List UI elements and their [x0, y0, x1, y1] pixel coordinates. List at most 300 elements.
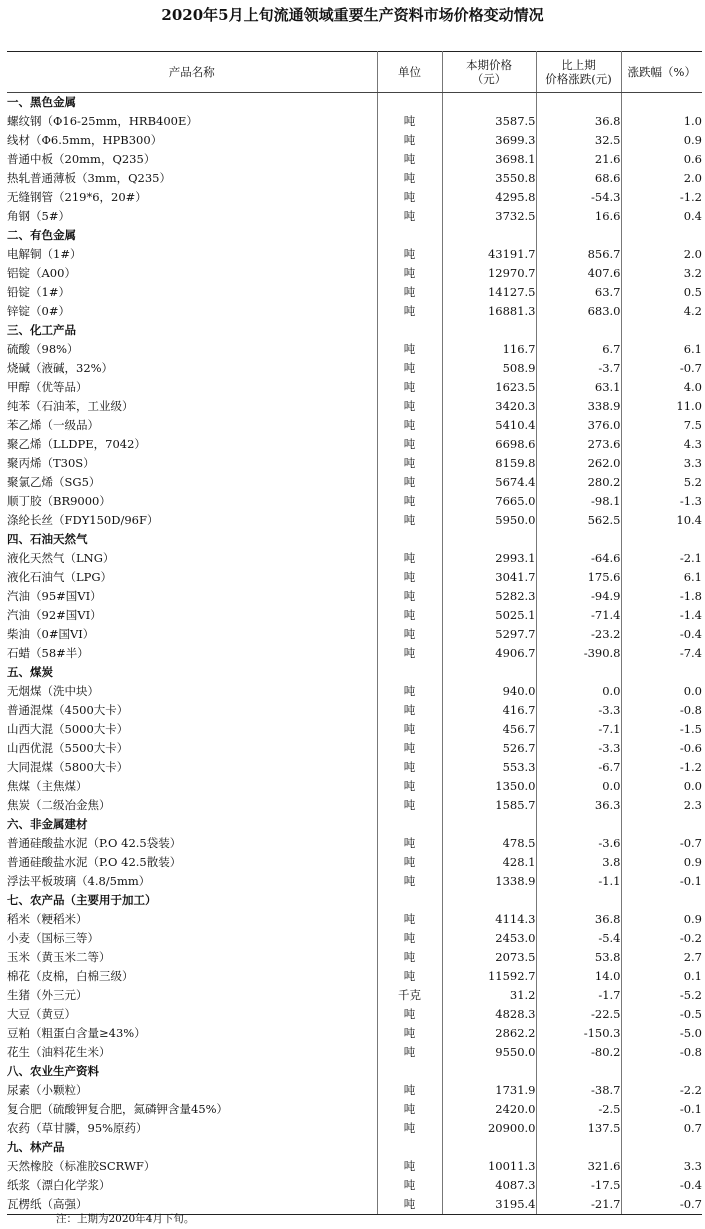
page-title: 2020年5月上旬流通领域重要生产资料市场价格变动情况	[161, 6, 544, 24]
current-price: 16881.3	[442, 302, 536, 321]
product-unit: 吨	[377, 283, 442, 302]
table-row	[7, 435, 702, 454]
product-unit: 吨	[377, 169, 442, 188]
current-price: 2453.0	[442, 929, 536, 948]
change-percent: -0.1	[679, 1102, 702, 1116]
category-change-cell	[536, 1062, 621, 1081]
category-pct-cell	[621, 321, 702, 340]
category-change-cell	[536, 891, 621, 910]
category-change-cell	[536, 226, 621, 245]
current-price: 5950.0	[442, 511, 536, 530]
price-change: 0.0	[536, 777, 621, 796]
category-change-cell	[536, 663, 621, 682]
current-price: 6698.6	[442, 435, 536, 454]
product-unit: 吨	[377, 644, 442, 663]
table-row	[7, 112, 702, 131]
category-price-cell	[442, 815, 536, 834]
current-price: 3195.4	[442, 1195, 536, 1215]
product-name: 山西大混（5000大卡）	[7, 720, 377, 739]
change-percent: -2.2	[679, 1083, 702, 1097]
change-percent: 0.1	[683, 969, 702, 983]
current-price: 12970.7	[442, 264, 536, 283]
category-pct-cell	[621, 530, 702, 549]
product-unit: 吨	[377, 340, 442, 359]
table-row	[7, 986, 702, 1005]
product-name: 烧碱（液碱，32%）	[7, 359, 377, 378]
price-change: 376.0	[536, 416, 621, 435]
current-price: 4828.3	[442, 1005, 536, 1024]
product-name: 尿素（小颗粒）	[7, 1081, 377, 1100]
price-change: 3.8	[536, 853, 621, 872]
product-name: 苯乙烯（一级品）	[7, 416, 377, 435]
product-name: 聚丙烯（T30S）	[7, 454, 377, 473]
price-change: 0.0	[536, 682, 621, 701]
table-row	[7, 169, 702, 188]
header-price-change-line2: 价格涨跌(元)	[545, 72, 612, 86]
product-name: 大同混煤（5800大卡）	[7, 758, 377, 777]
category-pct-cell	[621, 663, 702, 682]
category-row	[7, 815, 702, 834]
product-name: 小麦（国标三等）	[7, 929, 377, 948]
product-unit: 吨	[377, 1081, 442, 1100]
price-change: 321.6	[536, 1157, 621, 1176]
price-change: 68.6	[536, 169, 621, 188]
current-price: 2420.0	[442, 1100, 536, 1119]
price-change: -1.7	[536, 986, 621, 1005]
category-row	[7, 93, 702, 113]
change-percent: -1.2	[679, 760, 702, 774]
change-percent: 2.7	[683, 950, 702, 964]
change-percent: 6.1	[683, 342, 702, 356]
table-row	[7, 701, 702, 720]
product-unit: 吨	[377, 264, 442, 283]
table-row	[7, 454, 702, 473]
change-percent: 0.9	[683, 133, 702, 147]
current-price: 526.7	[442, 739, 536, 758]
category-change-cell	[536, 815, 621, 834]
table-row	[7, 492, 702, 511]
current-price: 3699.3	[442, 131, 536, 150]
price-change: -150.3	[536, 1024, 621, 1043]
current-price: 4114.3	[442, 910, 536, 929]
current-price: 553.3	[442, 758, 536, 777]
table-row	[7, 302, 702, 321]
change-percent: 1.0	[683, 114, 702, 128]
change-percent: -0.4	[679, 1178, 702, 1192]
product-unit: 吨	[377, 1100, 442, 1119]
table-row	[7, 359, 702, 378]
product-unit: 吨	[377, 397, 442, 416]
product-unit: 吨	[377, 511, 442, 530]
price-change: 63.7	[536, 283, 621, 302]
category-name: 七、农产品（主要用于加工）	[7, 891, 377, 910]
category-unit-cell	[377, 815, 442, 834]
product-name: 稻米（粳稻米）	[7, 910, 377, 929]
current-price: 3732.5	[442, 207, 536, 226]
change-percent: 0.4	[683, 209, 702, 223]
header-price-change-line1: 比上期	[561, 58, 596, 72]
table-row	[7, 378, 702, 397]
change-percent: 4.2	[683, 304, 702, 318]
table-row	[7, 473, 702, 492]
change-percent: 0.0	[683, 779, 702, 793]
category-pct-cell	[621, 1138, 702, 1157]
product-name: 电解铜（1#）	[7, 245, 377, 264]
price-change: 63.1	[536, 378, 621, 397]
price-change: 36.8	[536, 910, 621, 929]
product-unit: 吨	[377, 492, 442, 511]
current-price: 11592.7	[442, 967, 536, 986]
change-percent: -0.6	[679, 741, 702, 755]
current-price: 20900.0	[442, 1119, 536, 1138]
current-price: 2862.2	[442, 1024, 536, 1043]
product-name: 生猪（外三元）	[7, 986, 377, 1005]
product-unit: 吨	[377, 967, 442, 986]
current-price: 1731.9	[442, 1081, 536, 1100]
price-change: -54.3	[536, 188, 621, 207]
product-name: 天然橡胶（标准胶SCRWF）	[7, 1157, 377, 1176]
product-name: 山西优混（5500大卡）	[7, 739, 377, 758]
category-unit-cell	[377, 530, 442, 549]
current-price: 2073.5	[442, 948, 536, 967]
product-name: 焦煤（主焦煤）	[7, 777, 377, 796]
product-unit: 吨	[377, 739, 442, 758]
price-change: -80.2	[536, 1043, 621, 1062]
product-name: 无缝钢管（219*6，20#）	[7, 188, 377, 207]
table-row	[7, 834, 702, 853]
current-price: 5674.4	[442, 473, 536, 492]
product-unit: 吨	[377, 207, 442, 226]
table-row	[7, 207, 702, 226]
table-row	[7, 910, 702, 929]
table-row	[7, 853, 702, 872]
product-unit: 吨	[377, 473, 442, 492]
category-name: 一、黑色金属	[7, 93, 377, 113]
table-body	[7, 93, 702, 1215]
table-row	[7, 872, 702, 891]
table-header	[7, 52, 702, 93]
price-change: 856.7	[536, 245, 621, 264]
category-change-cell	[536, 321, 621, 340]
price-change: 683.0	[536, 302, 621, 321]
product-unit: 吨	[377, 1043, 442, 1062]
current-price: 10011.3	[442, 1157, 536, 1176]
table-row	[7, 1119, 702, 1138]
product-name: 柴油（0#国VI）	[7, 625, 377, 644]
change-percent: -0.8	[679, 1045, 702, 1059]
product-unit: 吨	[377, 948, 442, 967]
table-row	[7, 587, 702, 606]
current-price: 416.7	[442, 701, 536, 720]
change-percent: 2.0	[683, 247, 702, 261]
product-name: 纸浆（漂白化学浆）	[7, 1176, 377, 1195]
product-unit: 吨	[377, 568, 442, 587]
price-change: -3.6	[536, 834, 621, 853]
category-unit-cell	[377, 226, 442, 245]
table-row	[7, 1024, 702, 1043]
current-price: 456.7	[442, 720, 536, 739]
category-name: 八、农业生产资料	[7, 1062, 377, 1081]
table-row	[7, 1157, 702, 1176]
category-change-cell	[536, 93, 621, 113]
price-change: 53.8	[536, 948, 621, 967]
current-price: 1338.9	[442, 872, 536, 891]
category-price-cell	[442, 1138, 536, 1157]
category-row	[7, 530, 702, 549]
product-name: 玉米（黄玉米二等）	[7, 948, 377, 967]
product-name: 石蜡（58#半）	[7, 644, 377, 663]
price-change: -38.7	[536, 1081, 621, 1100]
product-unit: 吨	[377, 720, 442, 739]
current-price: 31.2	[442, 986, 536, 1005]
change-percent: 2.0	[683, 171, 702, 185]
current-price: 478.5	[442, 834, 536, 853]
product-unit: 吨	[377, 1195, 442, 1215]
current-price: 2993.1	[442, 549, 536, 568]
current-price: 1350.0	[442, 777, 536, 796]
product-name: 焦炭（二级冶金焦）	[7, 796, 377, 815]
header-price-change	[536, 52, 621, 93]
change-percent: 5.2	[683, 475, 702, 489]
product-unit: 吨	[377, 454, 442, 473]
product-unit: 吨	[377, 435, 442, 454]
product-unit: 吨	[377, 245, 442, 264]
change-percent: -1.4	[679, 608, 702, 622]
product-name: 角钢（5#）	[7, 207, 377, 226]
table-row	[7, 416, 702, 435]
product-name: 硫酸（98%）	[7, 340, 377, 359]
table-row	[7, 131, 702, 150]
product-name: 普通混煤（4500大卡）	[7, 701, 377, 720]
category-price-cell	[442, 226, 536, 245]
product-unit: 吨	[377, 549, 442, 568]
header-product-name: 产品名称	[7, 52, 377, 93]
category-unit-cell	[377, 1062, 442, 1081]
product-name: 汽油（92#国VI）	[7, 606, 377, 625]
header-current-price-line1: 本期价格	[466, 58, 512, 72]
product-name: 聚乙烯（LLDPE，7042）	[7, 435, 377, 454]
change-percent: 0.7	[683, 1121, 702, 1135]
price-change: -98.1	[536, 492, 621, 511]
table-row	[7, 758, 702, 777]
category-row	[7, 321, 702, 340]
table-row	[7, 967, 702, 986]
product-unit: 千克	[377, 986, 442, 1005]
header-current-price	[442, 52, 536, 93]
price-table	[7, 51, 702, 1215]
table-row	[7, 644, 702, 663]
price-change: 262.0	[536, 454, 621, 473]
category-change-cell	[536, 1138, 621, 1157]
category-price-cell	[442, 663, 536, 682]
price-change: 137.5	[536, 1119, 621, 1138]
product-unit: 吨	[377, 910, 442, 929]
product-unit: 吨	[377, 1005, 442, 1024]
category-price-cell	[442, 93, 536, 113]
product-name: 甲醇（优等品）	[7, 378, 377, 397]
product-name: 顺丁胶（BR9000）	[7, 492, 377, 511]
price-change: -2.5	[536, 1100, 621, 1119]
product-name: 热轧普通薄板（3mm，Q235）	[7, 169, 377, 188]
change-percent: 0.9	[683, 855, 702, 869]
product-unit: 吨	[377, 606, 442, 625]
price-change: 21.6	[536, 150, 621, 169]
change-percent: 0.0	[683, 684, 702, 698]
category-row	[7, 226, 702, 245]
category-unit-cell	[377, 1138, 442, 1157]
category-unit-cell	[377, 891, 442, 910]
product-unit: 吨	[377, 416, 442, 435]
product-unit: 吨	[377, 701, 442, 720]
table-row	[7, 511, 702, 530]
price-change: -390.8	[536, 644, 621, 663]
change-percent: -1.8	[679, 589, 702, 603]
product-unit: 吨	[377, 378, 442, 397]
product-name: 螺纹钢（Φ16-25mm，HRB400E）	[7, 112, 377, 131]
product-unit: 吨	[377, 625, 442, 644]
change-percent: 4.0	[683, 380, 702, 394]
price-change: 16.6	[536, 207, 621, 226]
product-name: 花生（油料花生米）	[7, 1043, 377, 1062]
table-row	[7, 188, 702, 207]
current-price: 1623.5	[442, 378, 536, 397]
change-percent: 6.1	[683, 570, 702, 584]
product-name: 大豆（黄豆）	[7, 1005, 377, 1024]
category-price-cell	[442, 321, 536, 340]
category-price-cell	[442, 1062, 536, 1081]
change-percent: -0.2	[679, 931, 702, 945]
header-current-price-line2: （元）	[471, 72, 507, 86]
current-price: 5410.4	[442, 416, 536, 435]
product-unit: 吨	[377, 872, 442, 891]
product-name: 液化天然气（LNG）	[7, 549, 377, 568]
current-price: 7665.0	[442, 492, 536, 511]
price-change: 32.5	[536, 131, 621, 150]
price-change: -7.1	[536, 720, 621, 739]
change-percent: 0.6	[683, 152, 702, 166]
table-row	[7, 1100, 702, 1119]
product-unit: 吨	[377, 1119, 442, 1138]
change-percent: -0.7	[621, 1195, 702, 1215]
current-price: 1585.7	[442, 796, 536, 815]
current-price: 5025.1	[442, 606, 536, 625]
product-unit: 吨	[377, 112, 442, 131]
category-pct-cell	[621, 1062, 702, 1081]
current-price: 940.0	[442, 682, 536, 701]
current-price: 5282.3	[442, 587, 536, 606]
table-row	[7, 777, 702, 796]
current-price: 5297.7	[442, 625, 536, 644]
table-row	[7, 568, 702, 587]
change-percent: 0.5	[683, 285, 702, 299]
category-row	[7, 663, 702, 682]
change-percent: -0.7	[679, 361, 702, 375]
price-change: -1.1	[536, 872, 621, 891]
change-percent: 3.3	[683, 1159, 702, 1173]
price-change: -64.6	[536, 549, 621, 568]
category-unit-cell	[377, 93, 442, 113]
product-name: 普通中板（20mm，Q235）	[7, 150, 377, 169]
change-percent: -0.7	[679, 836, 702, 850]
price-change: -5.4	[536, 929, 621, 948]
table-row	[7, 150, 702, 169]
change-percent: -0.8	[679, 703, 702, 717]
price-change: -17.5	[536, 1176, 621, 1195]
table-row	[7, 929, 702, 948]
table-row	[7, 245, 702, 264]
table-row	[7, 682, 702, 701]
product-unit: 吨	[377, 777, 442, 796]
price-change: 6.7	[536, 340, 621, 359]
current-price: 508.9	[442, 359, 536, 378]
change-percent: 2.3	[683, 798, 702, 812]
price-change: -71.4	[536, 606, 621, 625]
price-change: -23.2	[536, 625, 621, 644]
price-change: 562.5	[536, 511, 621, 530]
product-unit: 吨	[377, 682, 442, 701]
product-unit: 吨	[377, 1024, 442, 1043]
product-name: 瓦楞纸（高强）	[7, 1195, 377, 1215]
category-row	[7, 1062, 702, 1081]
category-unit-cell	[377, 663, 442, 682]
category-row	[7, 891, 702, 910]
table-row	[7, 283, 702, 302]
table-row	[7, 397, 702, 416]
table-row	[7, 1081, 702, 1100]
price-change: -21.7	[536, 1195, 621, 1215]
product-unit: 吨	[377, 853, 442, 872]
product-name: 普通硅酸盐水泥（P.O 42.5袋装）	[7, 834, 377, 853]
product-name: 普通硅酸盐水泥（P.O 42.5散装）	[7, 853, 377, 872]
change-percent: -2.1	[679, 551, 702, 565]
price-change: -22.5	[536, 1005, 621, 1024]
change-percent: -1.3	[679, 494, 702, 508]
table-row	[7, 1005, 702, 1024]
table-row	[7, 625, 702, 644]
product-name: 液化石油气（LPG）	[7, 568, 377, 587]
product-name: 浮法平板玻璃（4.8/5mm）	[7, 872, 377, 891]
change-percent: 0.9	[683, 912, 702, 926]
product-unit: 吨	[377, 1176, 442, 1195]
change-percent: -5.0	[679, 1026, 702, 1040]
category-name: 三、化工产品	[7, 321, 377, 340]
price-change: -3.3	[536, 739, 621, 758]
category-name: 六、非金属建材	[7, 815, 377, 834]
change-percent: -5.2	[679, 988, 702, 1002]
category-change-cell	[536, 530, 621, 549]
price-change: 338.9	[536, 397, 621, 416]
change-percent: 10.4	[676, 513, 702, 527]
price-change: -6.7	[536, 758, 621, 777]
category-price-cell	[442, 530, 536, 549]
change-percent: 7.5	[683, 418, 702, 432]
category-name: 四、石油天然气	[7, 530, 377, 549]
category-pct-cell	[621, 226, 702, 245]
category-name: 二、有色金属	[7, 226, 377, 245]
current-price: 9550.0	[442, 1043, 536, 1062]
price-change: 14.0	[536, 967, 621, 986]
current-price: 14127.5	[442, 283, 536, 302]
change-percent: -1.5	[679, 722, 702, 736]
current-price: 8159.8	[442, 454, 536, 473]
current-price: 4295.8	[442, 188, 536, 207]
product-name: 复合肥（硫酸钾复合肥，氮磷钾含量45%）	[7, 1100, 377, 1119]
table-row	[7, 340, 702, 359]
product-name: 锌锭（0#）	[7, 302, 377, 321]
current-price: 428.1	[442, 853, 536, 872]
product-name: 豆粕（粗蛋白含量≥43%）	[7, 1024, 377, 1043]
price-change: 273.6	[536, 435, 621, 454]
